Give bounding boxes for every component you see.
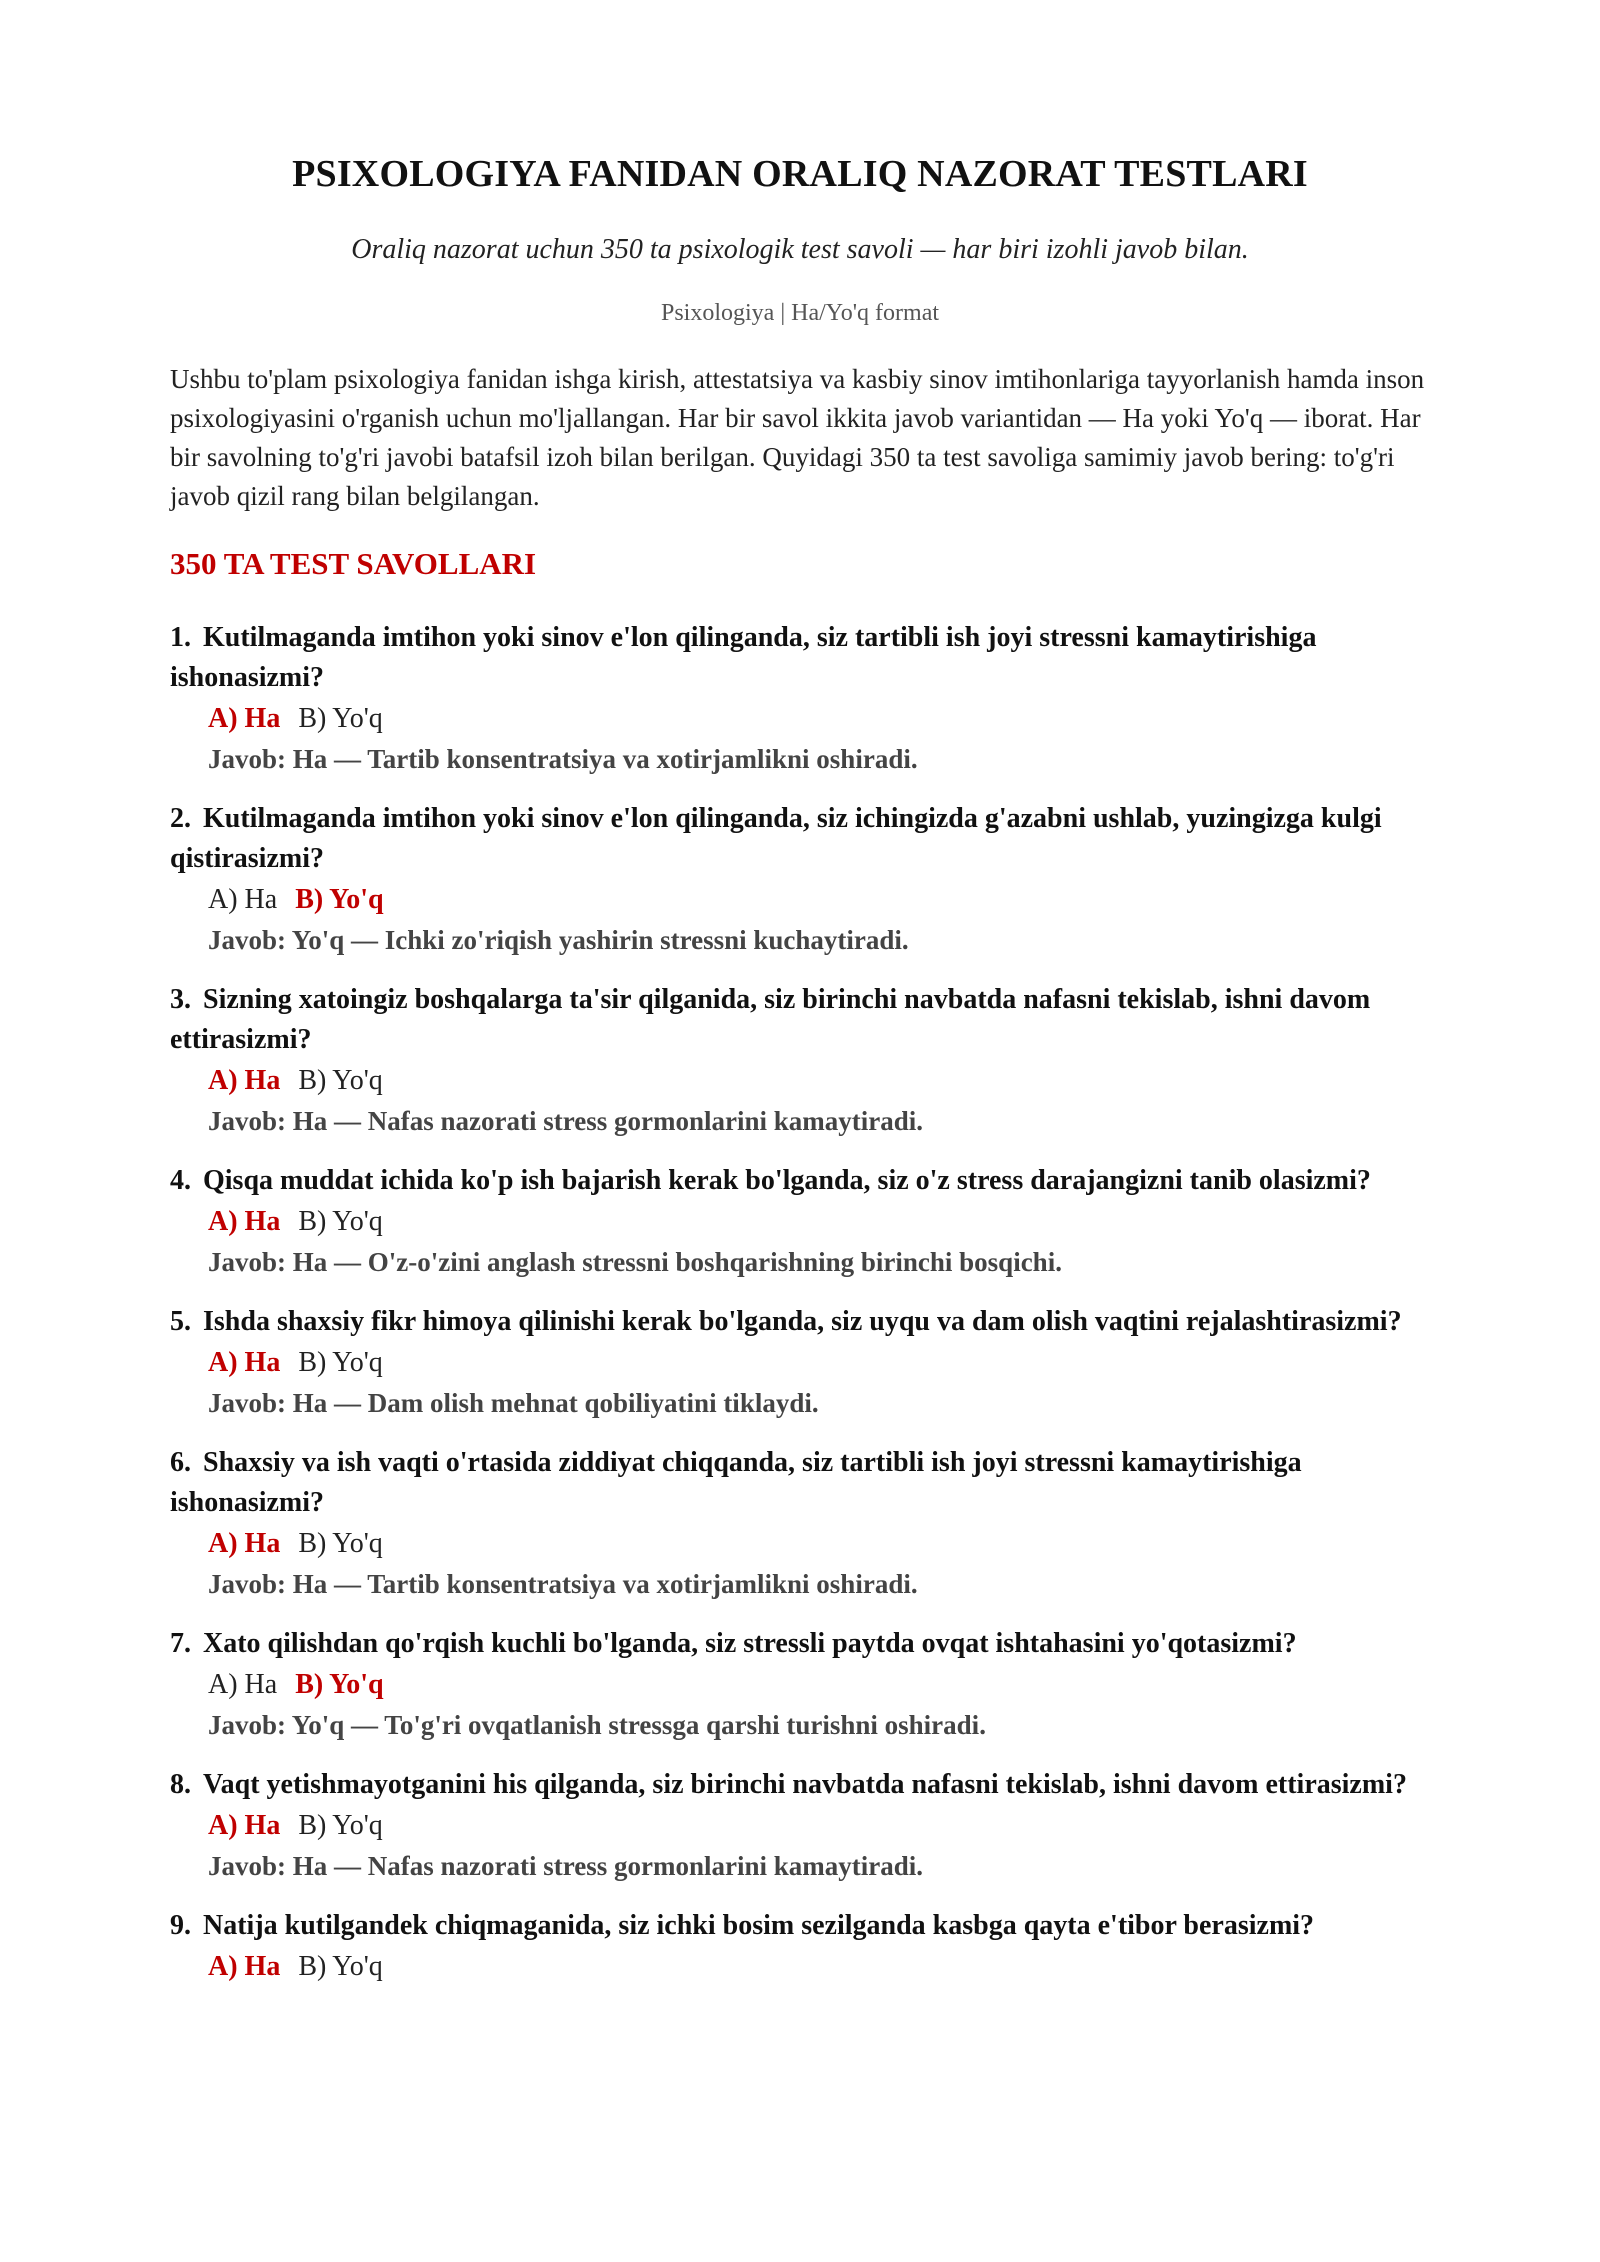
option-b: B) Yo'q [298, 1206, 383, 1237]
page-subtitle: Oraliq nazorat uchun 350 ta psixologik test savoli — har biri izohli javob bilan. [351, 234, 1249, 265]
option-b: B) Yo'q [298, 1065, 383, 1096]
question-text [170, 1765, 1430, 1805]
option-b: B) Yo'q [298, 703, 383, 734]
question-body: Shaxsiy va ish vaqti o'rtasida ziddiyat chiqqanda, siz tartibli ish joyi stressni kamaytirishiga ishonasizmi? [170, 1447, 1302, 1518]
question-text [170, 618, 1430, 698]
option-b: B) Yo'q [298, 1810, 383, 1841]
question-number: 1. [170, 622, 191, 653]
question-list [170, 618, 1430, 2006]
answer-explanation: Javob: Yo'q — To'g'ri ovqatlanish stressga qarshi turishni oshiradi. [208, 1710, 986, 1740]
answer-explanation: Javob: Ha — Tartib konsentratsiya va xotirjamlikni oshiradi. [208, 1569, 918, 1599]
option-b: B) Yo'q [298, 1951, 383, 1982]
option-a: A) Ha [208, 1206, 281, 1237]
question-body: Qisqa muddat ichida ko'p ish bajarish kerak bo'lganda, siz o'z stress darajangizni tanib olasizmi? [203, 1165, 1371, 1196]
page-meta: Psixologiya | Ha/Yo'q format [660, 300, 940, 326]
option-b: B) Yo'q [295, 884, 384, 915]
intro-paragraph: Ushbu to'plam psixologiya fanidan ishga kirish, attestatsiya va kasbiy sinov imtihonlariga tayyorlanish hamda inson psixologiyasini o'rganish uchun mo'ljallangan. Har bir savol ikkita javob variantidan — Ha yoki Yo'q — iborat. Har bir savolning to'g'ri javobi batafsil izoh bilan berilgan. Quyidagi 350 ta test savoliga samimiy javob bering: to'g'ri javob qizil rang bilan belgilangan. [170, 364, 1425, 511]
option-a: A) Ha [208, 703, 281, 734]
answer-options [170, 1664, 1430, 1705]
question-number: 8. [170, 1769, 191, 1800]
question-item [170, 1624, 1430, 1746]
option-b: B) Yo'q [295, 1669, 384, 1700]
question-number: 3. [170, 984, 191, 1015]
question-body: Ishda shaxsiy fikr himoya qilinishi kerak bo'lganda, siz uyqu va dam olish vaqtini rejalashtirasizmi? [203, 1306, 1402, 1337]
question-body: Kutilmaganda imtihon yoki sinov e'lon qilinganda, siz ichingizda g'azabni ushlab, yuzingizga kulgi qistirasizmi? [170, 803, 1382, 874]
option-a: A) Ha [208, 1951, 281, 1982]
answer-options [170, 698, 1430, 739]
question-item [170, 799, 1430, 961]
answer-explanation: Javob: Ha — Nafas nazorati stress gormonlarini kamaytiradi. [208, 1851, 923, 1881]
answer-explanation: Javob: Yo'q — Ichki zo'riqish yashirin stressni kuchaytiradi. [208, 925, 909, 955]
question-number: 7. [170, 1628, 191, 1659]
option-b: B) Yo'q [298, 1347, 383, 1378]
answer-explanation: Javob: Ha — O'z-o'zini anglash stressni boshqarishning birinchi bosqichi. [208, 1247, 1062, 1277]
question-number: 2. [170, 803, 191, 834]
page-title: PSIXOLOGIYA FANIDAN ORALIQ NAZORAT TESTLARI [292, 153, 1308, 195]
answer-options [170, 1805, 1430, 1846]
option-a: A) Ha [208, 1347, 281, 1378]
question-item [170, 980, 1430, 1142]
question-number: 6. [170, 1447, 191, 1478]
question-text [170, 980, 1430, 1060]
question-text [170, 1302, 1430, 1342]
question-body: Vaqt yetishmayotganini his qilganda, siz birinchi navbatda nafasni tekislab, ishni davom ettirasizmi? [203, 1769, 1407, 1800]
question-text [170, 1161, 1430, 1201]
question-item [170, 1302, 1430, 1424]
question-body: Xato qilishdan qo'rqish kuchli bo'lganda, siz stressli paytda ovqat ishtahasini yo'qotasizmi? [203, 1628, 1297, 1659]
question-item [170, 1906, 1430, 1987]
option-a: A) Ha [208, 1810, 281, 1841]
option-a: A) Ha [208, 1065, 281, 1096]
question-number: 9. [170, 1910, 191, 1941]
answer-options [170, 1342, 1430, 1383]
question-body: Kutilmaganda imtihon yoki sinov e'lon qilinganda, siz tartibli ish joyi stressni kamaytirishiga ishonasizmi? [170, 622, 1317, 693]
question-text [170, 1906, 1430, 1946]
option-a: A) Ha [208, 1669, 278, 1700]
question-text [170, 799, 1430, 879]
option-a: A) Ha [208, 884, 278, 915]
option-b: B) Yo'q [298, 1528, 383, 1559]
question-body: Sizning xatoingiz boshqalarga ta'sir qilganida, siz birinchi navbatda nafasni tekislab, ishni davom ettirasizmi? [170, 984, 1371, 1055]
question-body: Natija kutilgandek chiqmaganida, siz ichki bosim sezilganda kasbga qayta e'tibor berasizmi? [203, 1910, 1315, 1941]
answer-explanation: Javob: Ha — Tartib konsentratsiya va xotirjamlikni oshiradi. [208, 744, 918, 774]
answer-explanation: Javob: Ha — Dam olish mehnat qobiliyatini tiklaydi. [208, 1388, 819, 1418]
answer-options [170, 1946, 1430, 1987]
answer-explanation: Javob: Ha — Nafas nazorati stress gormonlarini kamaytiradi. [208, 1106, 923, 1136]
option-a: A) Ha [208, 1528, 281, 1559]
question-item [170, 1161, 1430, 1283]
answer-options [170, 1060, 1430, 1101]
section-heading: 350 TA TEST SAVOLLARI [170, 546, 537, 581]
answer-options [170, 1523, 1430, 1564]
question-text [170, 1624, 1430, 1664]
question-item [170, 618, 1430, 780]
question-item [170, 1765, 1430, 1887]
answer-options [170, 1201, 1430, 1242]
question-text [170, 1443, 1430, 1523]
question-item [170, 1443, 1430, 1605]
question-number: 4. [170, 1165, 191, 1196]
answer-options [170, 879, 1430, 920]
question-number: 5. [170, 1306, 191, 1337]
